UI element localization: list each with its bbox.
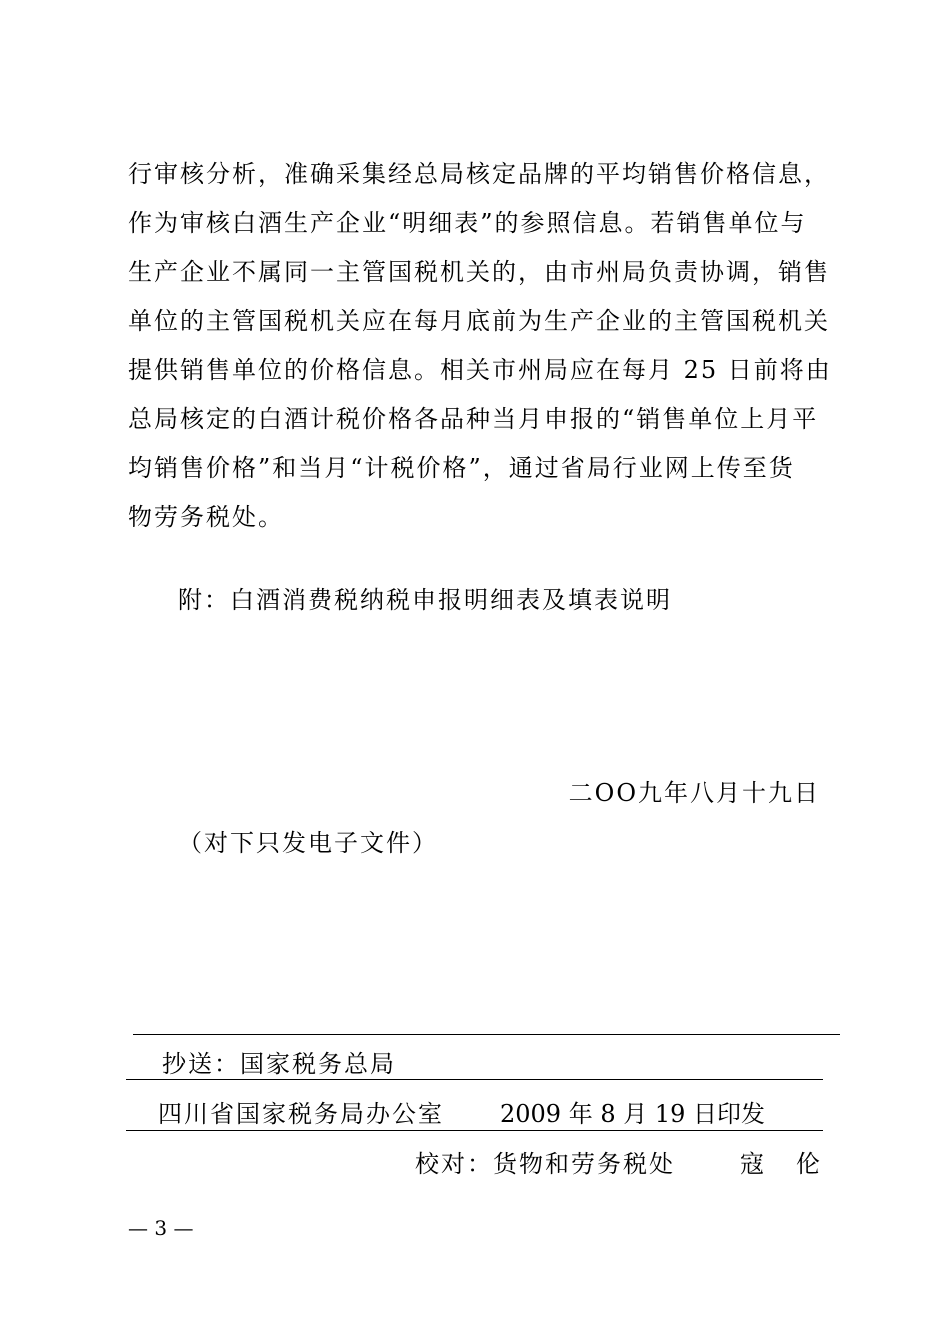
proofreader-label: 校对：货物和劳务税处: [415, 1150, 675, 1178]
distribution-note: （对下只发电子文件）: [178, 829, 438, 857]
print-date: 2009 年 8 月 19 日印发: [500, 1100, 766, 1128]
page-number: — 3 —: [128, 1216, 194, 1240]
cc-line: 抄送：国家税务总局: [162, 1050, 396, 1078]
body-line: 单位的主管国税机关应在每月底前为生产企业的主管国税机关: [128, 307, 830, 335]
issuing-office: 四川省国家税务局办公室: [158, 1100, 444, 1128]
body-line: 提供销售单位的价格信息。相关市州局应在每月 25 日前将由: [128, 356, 832, 384]
footer-middle-rule: [126, 1079, 823, 1080]
body-line: 行审核分析，准确采集经总局核定品牌的平均销售价格信息，: [128, 160, 830, 188]
body-line: 总局核定的白酒计税价格各品种当月申报的“销售单位上月平: [128, 405, 819, 433]
body-line: 均销售价格”和当月“计税价格”，通过省局行业网上传至货: [128, 454, 795, 482]
footer-top-rule: [133, 1034, 840, 1035]
proofreader-name: 寇伦: [740, 1150, 852, 1178]
issue-date: 二OO九年八月十九日: [568, 779, 820, 807]
body-line: 生产企业不属同一主管国税机关的，由市州局负责协调，销售: [128, 258, 830, 286]
body-line: 物劳务税处。: [128, 503, 284, 531]
body-paragraph: [128, 150, 832, 542]
attachment-line: 附：白酒消费税纳税申报明细表及填表说明: [178, 586, 672, 614]
footer-bottom-rule: [126, 1130, 823, 1131]
body-line: 作为审核白酒生产企业“明细表”的参照信息。若销售单位与: [128, 209, 807, 237]
